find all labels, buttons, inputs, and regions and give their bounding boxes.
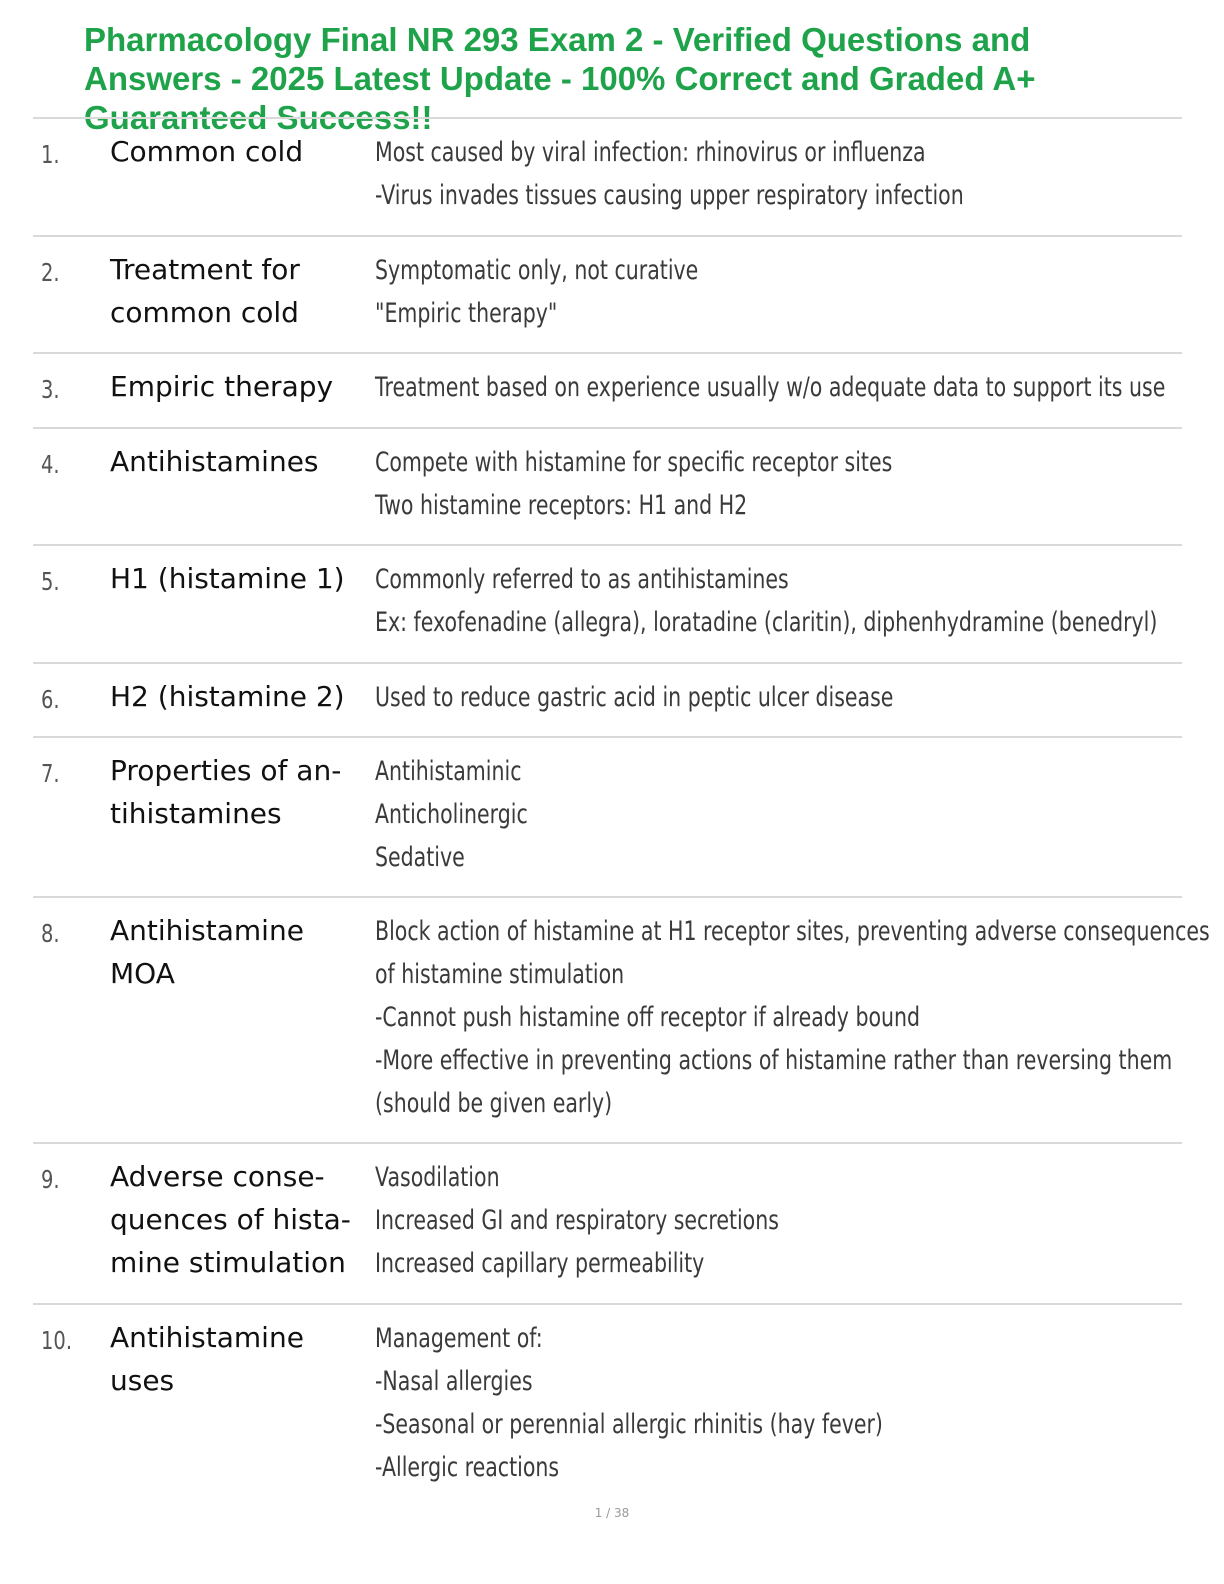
row-number: 4. bbox=[41, 450, 60, 479]
card-term bbox=[110, 1316, 304, 1402]
definition-line: Compete with histamine for specific receptor sites bbox=[375, 447, 893, 478]
definition-line: Increased GI and respiratory secretions bbox=[375, 1205, 779, 1236]
card-definition bbox=[375, 1317, 883, 1489]
definition-line: "Empiric therapy" bbox=[375, 298, 558, 329]
card-definition bbox=[375, 131, 964, 217]
definition-line: -Virus invades tissues causing upper respiratory infection bbox=[375, 180, 964, 211]
definition-line: Anticholinergic bbox=[375, 799, 528, 830]
definition-line: Ex: fexofenadine (allegra), loratadine (claritin), diphenhydramine (benedryl) bbox=[375, 607, 1158, 638]
card-definition bbox=[375, 676, 893, 719]
flashcard-row bbox=[33, 1305, 1182, 1495]
term-line: mine stimulation bbox=[110, 1246, 346, 1279]
card-term bbox=[110, 675, 345, 718]
flashcard-row bbox=[33, 898, 1210, 1144]
card-definition bbox=[375, 910, 1210, 1125]
term-line: common cold bbox=[110, 296, 299, 329]
card-term bbox=[110, 248, 300, 334]
definition-line: -Seasonal or perennial allergic rhinitis (hay fever) bbox=[375, 1409, 883, 1440]
page-indicator: 1 / 38 bbox=[594, 1506, 630, 1520]
card-term bbox=[110, 909, 304, 995]
card-term bbox=[110, 365, 333, 408]
definition-line: Block action of histamine at H1 receptor sites, preventing adverse consequences bbox=[375, 916, 1210, 947]
definition-line: Vasodilation bbox=[375, 1162, 500, 1193]
definition-line: -Cannot push histamine off receptor if already bound bbox=[375, 1002, 921, 1033]
title-line: Answers - 2025 Latest Update - 100% Correct and Graded A+ bbox=[84, 60, 1036, 97]
term-line: Adverse conse- bbox=[110, 1160, 325, 1193]
definition-line: Used to reduce gastric acid in peptic ulcer disease bbox=[375, 682, 894, 713]
term-line: Common cold bbox=[110, 135, 304, 168]
row-number: 5. bbox=[41, 567, 60, 596]
definition-line: -Nasal allergies bbox=[375, 1366, 533, 1397]
row-number: 3. bbox=[41, 375, 60, 404]
term-line: Treatment for bbox=[110, 253, 300, 286]
row-number: 8. bbox=[41, 919, 60, 948]
definition-line: Most caused by viral infection: rhinovirus or influenza bbox=[375, 137, 926, 168]
definition-line: Antihistaminic bbox=[375, 756, 522, 787]
term-line: Antihistamine bbox=[110, 914, 304, 947]
card-definition bbox=[375, 441, 892, 527]
definition-line: Two histamine receptors: H1 and H2 bbox=[375, 490, 748, 521]
term-line: Antihistamine bbox=[110, 1321, 304, 1354]
card-definition bbox=[375, 1156, 779, 1285]
term-line: MOA bbox=[110, 957, 175, 990]
title-line: Guaranteed Success!! bbox=[84, 99, 433, 136]
card-term bbox=[110, 440, 319, 483]
definition-line: -Allergic reactions bbox=[375, 1452, 560, 1483]
row-number: 7. bbox=[41, 759, 60, 788]
definition-line: of histamine stimulation bbox=[375, 959, 625, 990]
term-line: H2 (histamine 2) bbox=[110, 680, 345, 713]
definition-line: Symptomatic only, not curative bbox=[375, 255, 699, 286]
term-line: H1 (histamine 1) bbox=[110, 562, 345, 595]
definition-line: Commonly referred to as antihistamines bbox=[375, 564, 789, 595]
card-definition bbox=[375, 366, 1165, 409]
term-line: tihistamines bbox=[110, 797, 282, 830]
term-line: Antihistamines bbox=[110, 445, 319, 478]
row-number: 9. bbox=[41, 1165, 60, 1194]
row-number: 6. bbox=[41, 685, 60, 714]
definition-line: Sedative bbox=[375, 842, 465, 873]
row-number: 10. bbox=[41, 1326, 73, 1355]
definition-line: (should be given early) bbox=[375, 1088, 613, 1119]
row-number: 1. bbox=[41, 140, 60, 169]
flashcard-list bbox=[33, 117, 1210, 1495]
title-line: Pharmacology Final NR 293 Exam 2 - Verified Questions and bbox=[84, 21, 1031, 58]
flashcard-row bbox=[33, 237, 1182, 354]
flashcard-row bbox=[33, 429, 1182, 546]
card-term bbox=[110, 130, 303, 173]
flashcard-row bbox=[33, 354, 1182, 429]
flashcard-row bbox=[33, 738, 1182, 898]
definition-line: Treatment based on experience usually w/o adequate data to support its use bbox=[375, 372, 1166, 403]
definition-line: Increased capillary permeability bbox=[375, 1248, 705, 1279]
flashcard-row bbox=[33, 119, 1182, 237]
card-term bbox=[110, 557, 345, 600]
flashcard-row bbox=[33, 546, 1182, 664]
flashcard-row bbox=[33, 664, 1182, 738]
definition-line: -More effective in preventing actions of histamine rather than reversing them bbox=[375, 1045, 1173, 1076]
definition-line: Management of: bbox=[375, 1323, 543, 1354]
card-definition bbox=[375, 558, 1157, 644]
term-line: quences of hista- bbox=[110, 1203, 351, 1236]
flashcard-row bbox=[33, 1144, 1182, 1305]
card-term bbox=[110, 1155, 351, 1284]
term-line: Empiric therapy bbox=[110, 370, 334, 403]
row-number: 2. bbox=[41, 258, 60, 287]
card-definition bbox=[375, 750, 528, 879]
card-definition bbox=[375, 249, 698, 335]
term-line: uses bbox=[110, 1364, 175, 1397]
card-term bbox=[110, 749, 341, 835]
term-line: Properties of an- bbox=[110, 754, 342, 787]
